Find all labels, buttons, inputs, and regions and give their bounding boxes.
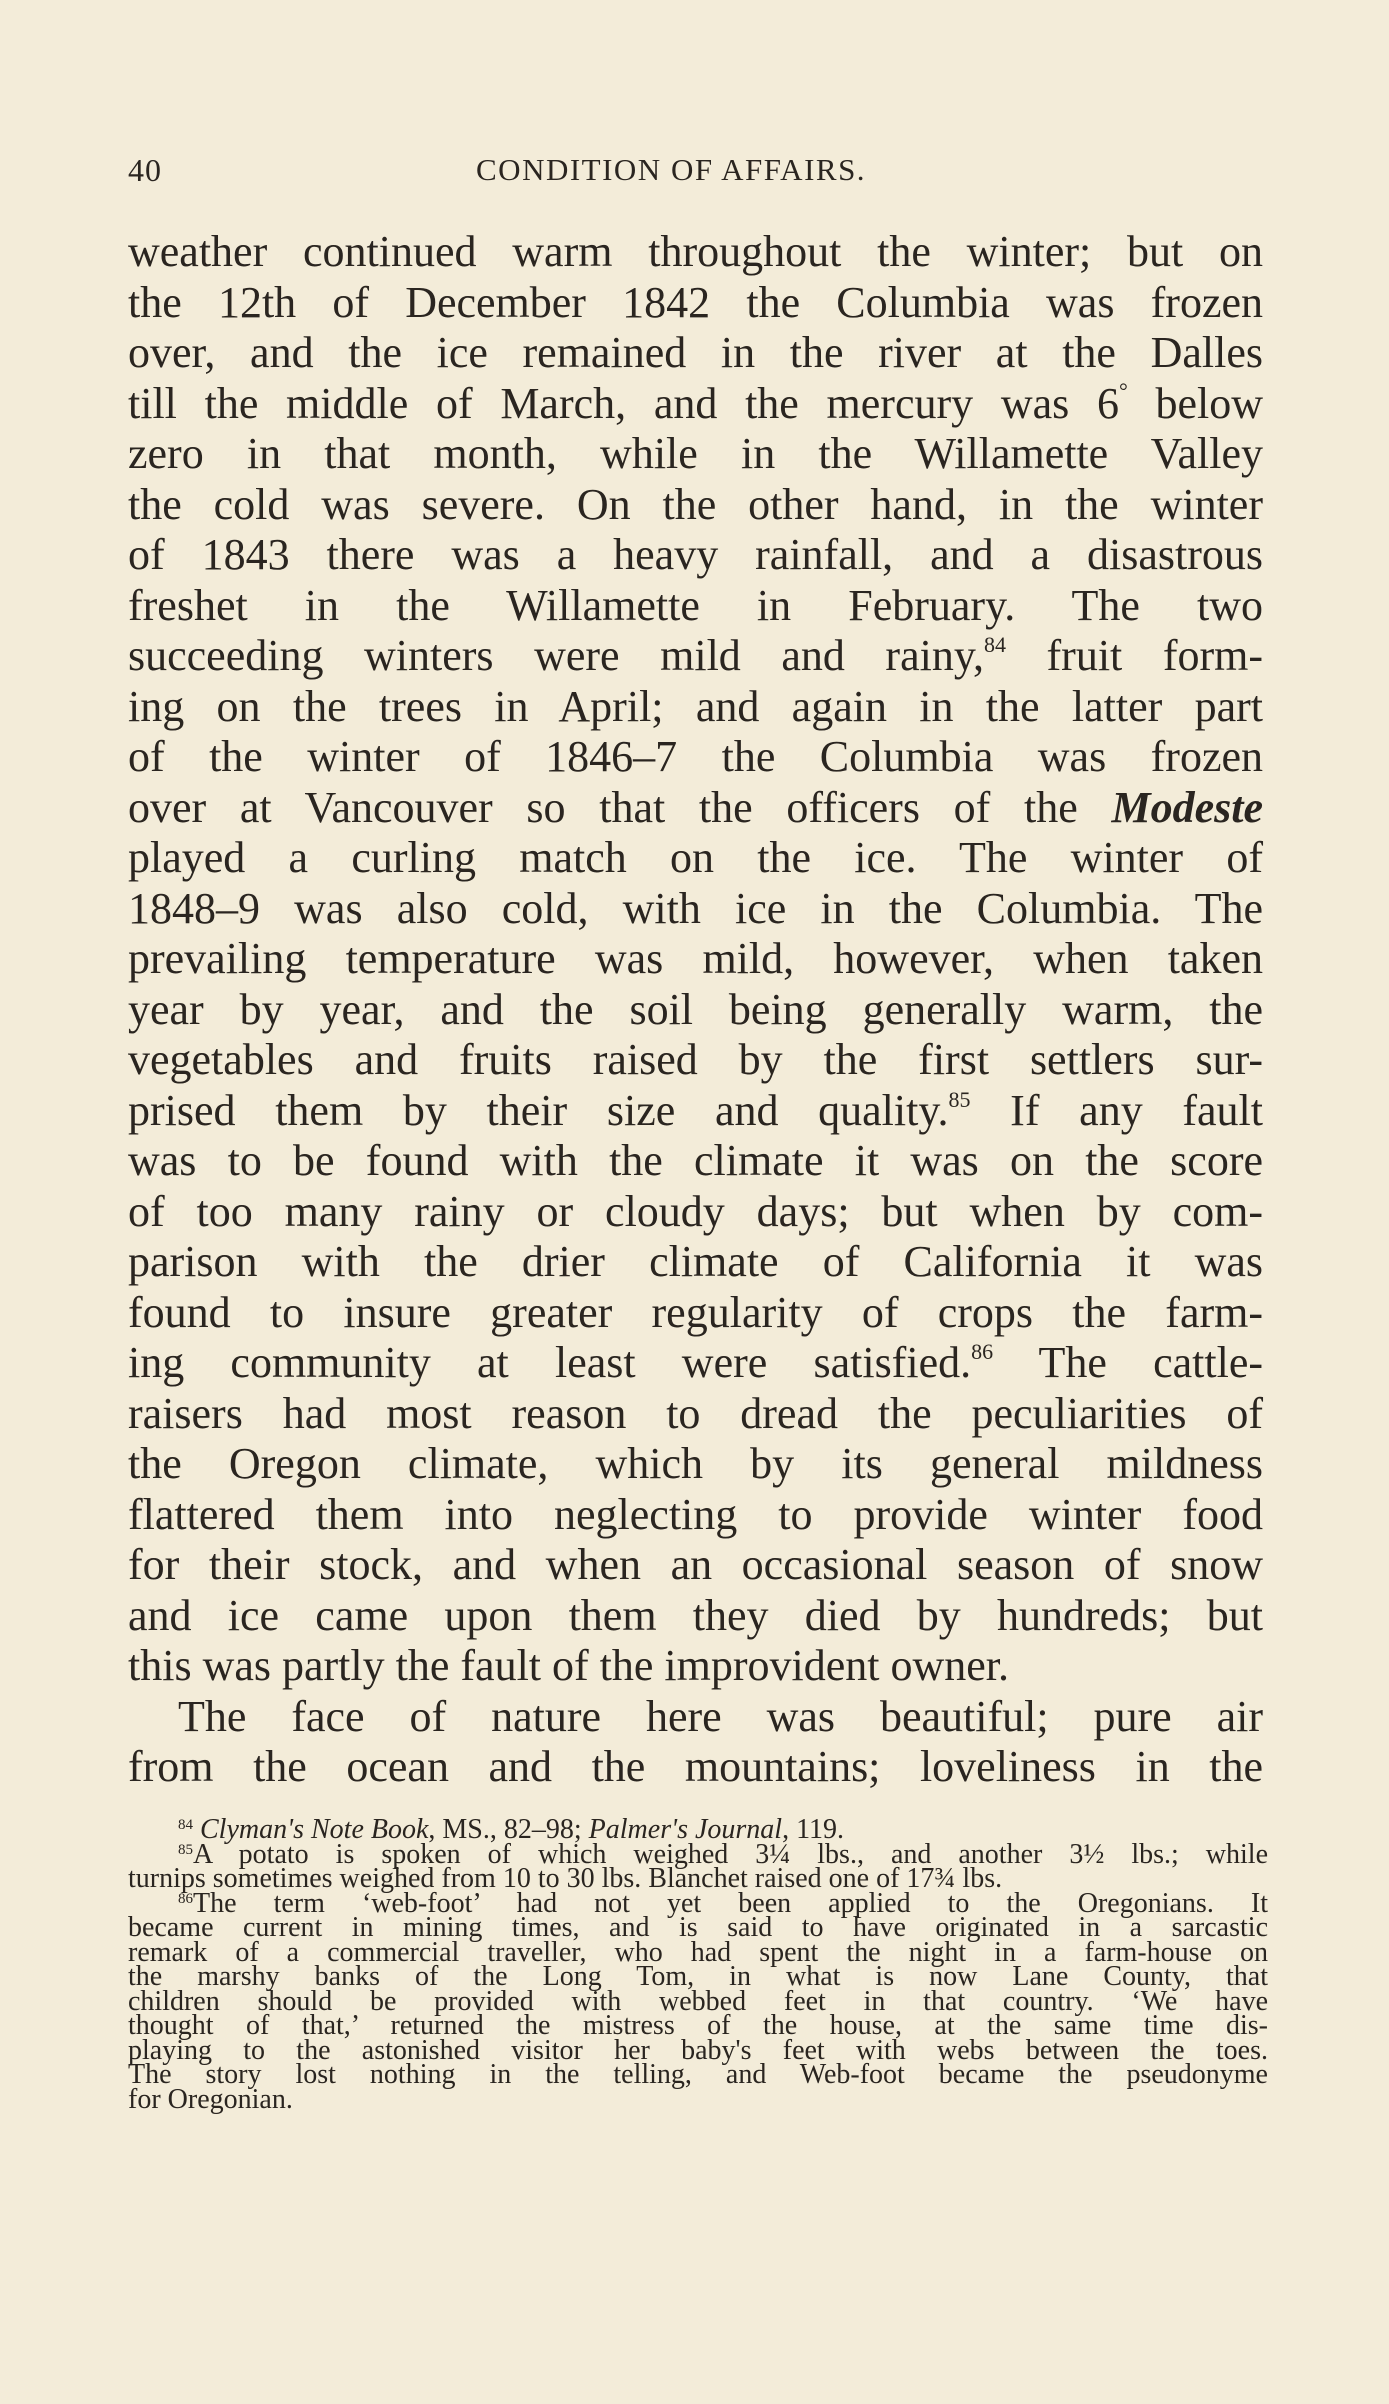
source-title: Palmer's Journal <box>588 1814 783 1845</box>
footnote-line: playing to the astonished visitor her baby's feet with webs between the toes. <box>128 2034 1268 2066</box>
text-line: ing on the trees in April; and again in the latter part <box>128 681 1263 731</box>
text-line <box>128 379 1263 430</box>
footnote-line: children should be provided with webbed feet in that country. ‘We have <box>128 1985 1268 2017</box>
footnote-85 <box>128 1838 1268 1894</box>
degree-sign: ° <box>1118 377 1128 403</box>
text-line: year by year, and the soil being generally warm, the <box>128 984 1263 1034</box>
text-run: The term ‘web-foot’ had not yet been applied to the Oregonians. It <box>193 1887 1268 1919</box>
text-run: prised them by their size and quality. <box>128 1085 949 1135</box>
footnote-number: 85 <box>178 1841 193 1858</box>
text-line: the Oregon climate, which by its general mildness <box>128 1439 1263 1488</box>
text-run: , 119. <box>782 1814 845 1845</box>
source-title: Clyman's Note Book <box>200 1814 429 1845</box>
text-line <box>128 1086 1263 1137</box>
text-line: over, and the ice remained in the river at the Dalles <box>128 328 1263 377</box>
text-run: A potato is spoken of which weighed 3¼ lbs., and another 3½ lbs.; while <box>193 1838 1268 1870</box>
footnote-ref-84[interactable]: 84 <box>983 632 1006 657</box>
text-line: was to be found with the climate it was on the score <box>128 1136 1263 1185</box>
text-line: parison with the drier climate of California it was <box>128 1237 1263 1286</box>
text-run: , MS., 82–98; <box>428 1814 589 1845</box>
text-run: over at Vancouver so that the officers of the <box>128 782 1112 832</box>
footnotes <box>128 1814 1268 2115</box>
text-line: 1848–9 was also cold, with ice in the Columbia. The <box>128 883 1263 933</box>
body-text <box>128 227 1263 1793</box>
text-line: of the winter of 1846–7 the Columbia was frozen <box>128 732 1263 781</box>
text-line: flattered them into neglecting to provide winter food <box>128 1489 1263 1539</box>
text-run: succeeding winters were mild and rainy, <box>128 631 984 680</box>
footnote-86 <box>128 1887 1268 2115</box>
footnote-line: the marshy banks of the Long Tom, in what is now Lane County, that <box>128 1961 1268 1992</box>
text-line: prevailing temperature was mild, however, when taken <box>128 934 1263 983</box>
text-run: fruit form- <box>1005 631 1263 680</box>
text-line: this was partly the fault of the improvident owner. <box>128 1641 1010 1690</box>
text-line: and ice came upon them they died by hundreds; but <box>128 1590 1263 1640</box>
text-run: till the middle of March, and the mercury was 6 <box>128 378 1119 428</box>
text-line: played a curling match on the ice. The winter of <box>128 833 1263 882</box>
text-run: ing community at least were satisfied. <box>128 1338 972 1387</box>
footnote-line: remark of a commercial traveller, who had spent the night in a farm-house on <box>128 1936 1268 1968</box>
footnote-ref-86[interactable]: 86 <box>971 1339 994 1364</box>
text-line: the cold was severe. On the other hand, in the winter <box>128 479 1263 529</box>
ship-name: Modeste <box>1111 782 1263 832</box>
footnote-line: became current in mining times, and is said to have originated in a sarcastic <box>128 1912 1268 1943</box>
text-line: found to insure greater regularity of crops the farm- <box>128 1287 1263 1337</box>
text-line: raisers had most reason to dread the peculiarities of <box>128 1388 1263 1438</box>
page-number: 40 <box>128 152 162 188</box>
footnote-line: The story lost nothing in the telling, and Web-foot became the pseudonyme <box>128 2059 1268 2090</box>
running-title: CONDITION OF AFFAIRS. <box>476 152 867 187</box>
text-line: of too many rainy or cloudy days; but when by com- <box>128 1186 1263 1236</box>
footnote-number: 84 <box>178 1817 193 1833</box>
text-line: from the ocean and the mountains; loveliness in the <box>128 1742 1263 1791</box>
text-line: zero in that month, while in the Willamette Valley <box>128 429 1263 478</box>
text-line: the 12th of December 1842 the Columbia was frozen <box>128 277 1263 327</box>
running-head <box>128 152 1278 202</box>
text-line <box>128 1338 1263 1389</box>
text-line: for their stock, and when an occasional season of snow <box>128 1540 1263 1589</box>
text-run: below <box>1127 378 1264 428</box>
footnote-line: turnips sometimes weighed from 10 to 30 lbs. Blanchet raised one of 17¾ lbs. <box>128 1863 1003 1894</box>
footnote-line: thought of that,’ returned the mistress of the house, at the same time dis- <box>128 2010 1268 2041</box>
text-line <box>128 783 1263 834</box>
text-line: weather continued warm throughout the winter; but on <box>128 227 1263 276</box>
text-line: The face of nature here was beautiful; pure air <box>178 1691 1263 1741</box>
footnote-ref-85[interactable]: 85 <box>948 1086 971 1112</box>
footnote-line: for Oregonian. <box>128 2083 293 2115</box>
text-line: of 1843 there was a heavy rainfall, and a disastrous <box>128 530 1263 579</box>
text-line: freshet in the Willamette in February. The two <box>128 580 1263 630</box>
text-line <box>128 631 1263 682</box>
text-line: vegetables and fruits raised by the first settlers sur- <box>128 1035 1263 1084</box>
text-run: The cattle- <box>993 1338 1263 1387</box>
text-run: If any fault <box>970 1085 1264 1135</box>
footnote-number: 86 <box>178 1890 193 1907</box>
